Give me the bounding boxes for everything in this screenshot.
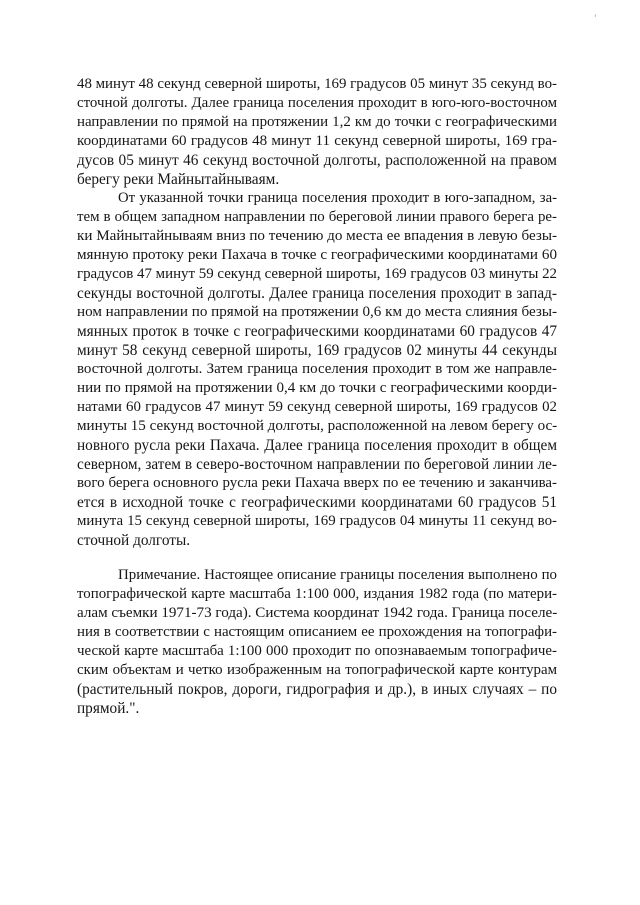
text-line: алам съемки 1971-73 года). Система координат 1942 года. Граница поселе- bbox=[77, 605, 558, 621]
text-line: восточной долготы. Затем граница поселения проходит в том же направле- bbox=[77, 361, 557, 377]
text-line: дусов 05 минут 46 секунд восточной долготы, расположенной на правом bbox=[77, 152, 557, 169]
text-line: секунды восточной долготы. Далее граница поселения проходит в запад- bbox=[77, 285, 557, 302]
text-line: мянную протоку реки Пахача в точке с географическими координатами 60 bbox=[77, 247, 557, 263]
text-line: прямой.". bbox=[77, 700, 140, 717]
text-line: минут 58 секунд северной широты, 169 градусов 02 минуты 44 секунды bbox=[77, 342, 557, 359]
text-line: (растительный покров, дороги, гидрография и др.), в иных случаях – по bbox=[77, 681, 557, 698]
text-line: ки Майнытайнываям вниз по течению до места ее впадения в левую безы- bbox=[77, 228, 557, 244]
text-line: 48 минут 48 секунд северной широты, 169 градусов 05 минут 35 секунд во- bbox=[77, 76, 557, 92]
corner-mark: ' bbox=[594, 14, 597, 24]
text-line: направлении по прямой на протяжении 1,2 км до точки с географическими bbox=[77, 114, 557, 130]
text-line: сточной долготы. Далее граница поселения проходит в юго-юго-восточном bbox=[77, 95, 557, 111]
text-line: градусов 47 минут 59 секунд северной широты, 169 градусов 03 минуты 22 bbox=[77, 266, 557, 282]
text-line: мянных проток в точке с географическими координатами 60 градусов 47 bbox=[77, 323, 557, 340]
text-line: топографической карте масштаба 1:100 000, издания 1982 года (по матери- bbox=[77, 586, 557, 602]
text-line: новного русла реки Пахача. Далее граница поселения проходит в общем bbox=[77, 437, 557, 454]
text-line: координатами 60 градусов 48 минут 11 секунд северной широты, 169 гра- bbox=[77, 133, 557, 149]
text-line: От указанной точки граница поселения проходит в юго-западном, за- bbox=[118, 190, 557, 206]
text-line: северном, затем в северо-восточном направлении по береговой линии ле- bbox=[77, 456, 557, 473]
text-line: тем в общем западном направлении по береговой линии правого берега ре- bbox=[77, 209, 557, 225]
text-line: сточной долготы. bbox=[77, 532, 191, 549]
text-line: натами 60 градусов 47 минут 59 секунд северной широты, 169 градусов 02 bbox=[77, 399, 557, 415]
text-line: ния в соответствии с настоящим описанием ее прохождения на топографи- bbox=[77, 624, 557, 640]
text-line: ческой карте масштаба 1:100 000 проходит по опознаваемым топографиче- bbox=[77, 643, 557, 659]
text-line: берегу реки Майнытайнываям. bbox=[77, 171, 280, 188]
text-line: ном направлении по прямой на протяжении 0,6 км до места слияния безы- bbox=[77, 304, 557, 320]
text-line: нии по прямой на протяжении 0,4 км до точки с географическими коорди- bbox=[77, 380, 557, 396]
text-line: минута 15 секунд северной широты, 169 градусов 04 минуты 11 секунд во- bbox=[77, 513, 557, 529]
text-line: вого берега основного русла реки Пахача вверх по ее течению и заканчива- bbox=[77, 475, 557, 491]
text-line: ется в исходной точке с географическими координатами 60 градусов 51 bbox=[77, 494, 557, 511]
text-line: Примечание. Настоящее описание границы поселения выполнено по bbox=[118, 567, 557, 583]
text-line: минуты 15 секунд восточной долготы, расположенной на левом берегу ос- bbox=[77, 418, 558, 434]
text-line: ским объектам и четко изображенным на топографической карте контурам bbox=[77, 662, 557, 678]
